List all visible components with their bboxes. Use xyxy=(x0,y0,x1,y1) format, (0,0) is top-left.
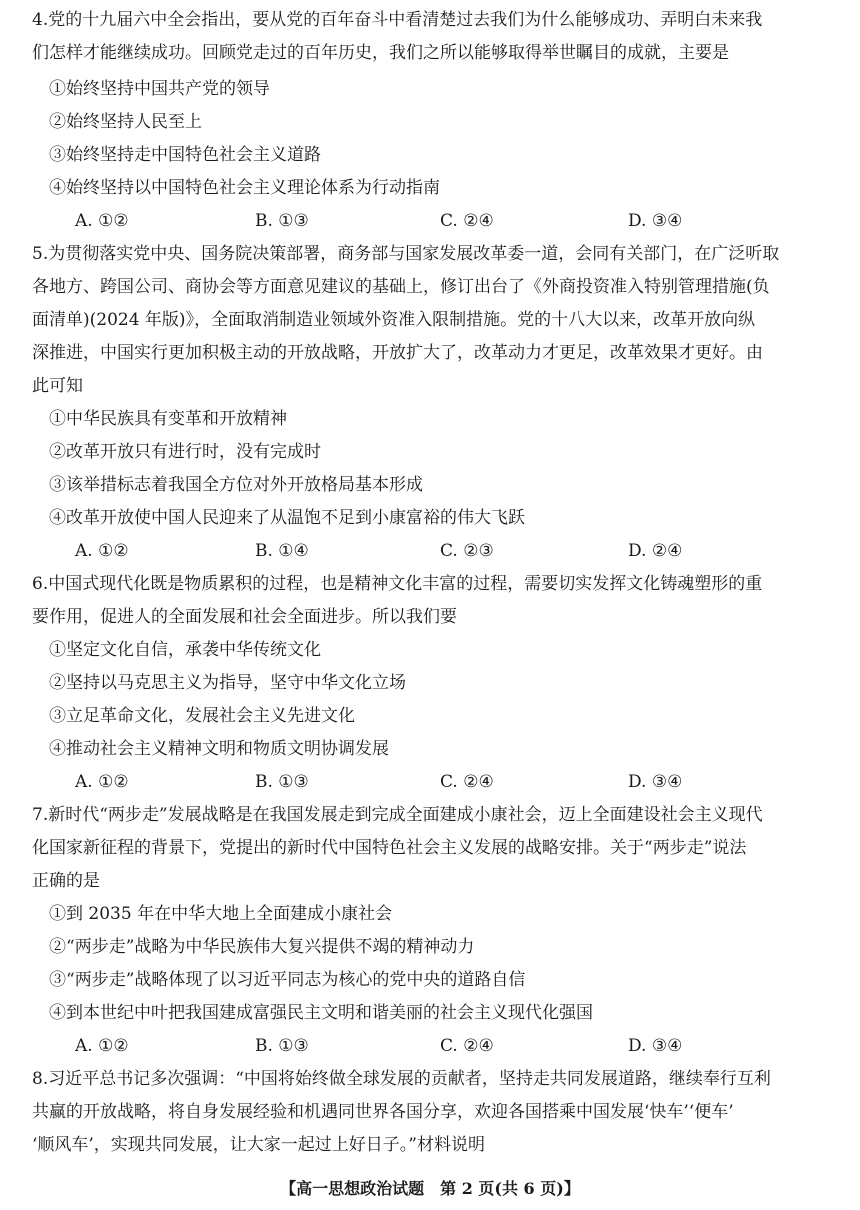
answer-choice: A. ①② xyxy=(75,541,129,561)
statement-option: ③该举措标志着我国全方位对外开放格局基本形成 xyxy=(49,475,423,495)
answer-choice: B. ①④ xyxy=(255,541,309,561)
answer-choices-row xyxy=(0,1034,860,1058)
answer-choice: C. ②④ xyxy=(440,211,494,231)
answer-choice: A. ①② xyxy=(75,211,129,231)
statement-option: ③立足革命文化，发展社会主义先进文化 xyxy=(49,706,355,726)
question-stem-line: 共赢的开放战略，将自身发展经验和机遇同世界各国分享，欢迎各国搭乘中国发展‘快车’‘便车’ xyxy=(32,1102,734,1122)
statement-option: ②改革开放只有进行时，没有完成时 xyxy=(49,442,321,462)
question-stem-line: 要作用，促进人的全面发展和社会全面进步。所以我们要 xyxy=(32,607,457,627)
answer-choice: B. ①③ xyxy=(255,1036,309,1056)
statement-option: ③始终坚持走中国特色社会主义道路 xyxy=(49,145,321,165)
answer-choice: A. ①② xyxy=(75,772,129,792)
question-stem-line: 面清单)(2024 年版)》，全面取消制造业领域外资准入限制措施。党的十八大以来，改革开放向纵 xyxy=(32,310,756,330)
answer-choice: B. ①③ xyxy=(255,772,309,792)
question-stem-line: 7.新时代“两步走”发展战略是在我国发展走到完成全面建成小康社会，迈上全面建设社会主义现代 xyxy=(32,805,763,825)
question-stem-line: 各地方、跨国公司、商协会等方面意见建议的基础上，修订出台了《外商投资准入特别管理措施(负 xyxy=(32,277,770,297)
statement-option: ④改革开放使中国人民迎来了从温饱不足到小康富裕的伟大飞跃 xyxy=(49,508,525,528)
statement-option: ②“两步走”战略为中华民族伟大复兴提供不竭的精神动力 xyxy=(49,937,475,957)
statement-option: ④始终坚持以中国特色社会主义理论体系为行动指南 xyxy=(49,178,440,198)
statement-option: ①到 2035 年在中华大地上全面建成小康社会 xyxy=(49,904,393,924)
question-stem-line: 8.习近平总书记多次强调：“中国将始终做全球发展的贡献者，坚持走共同发展道路，继续奉行互利 xyxy=(32,1069,771,1089)
answer-choice: B. ①③ xyxy=(255,211,309,231)
statement-option: ④推动社会主义精神文明和物质文明协调发展 xyxy=(49,739,389,759)
statement-option: ②坚持以马克思主义为指导，坚守中华文化立场 xyxy=(49,673,406,693)
question-stem-line: 正确的是 xyxy=(32,871,100,891)
question-stem-line: 深推进，中国实行更加积极主动的开放战略，开放扩大了，改革动力才更足，改革效果才更好。由 xyxy=(32,343,763,363)
answer-choice: A. ①② xyxy=(75,1036,129,1056)
statement-option: ①始终坚持中国共产党的领导 xyxy=(49,79,270,99)
answer-choice: C. ②④ xyxy=(440,772,494,792)
answer-choice: C. ②③ xyxy=(440,541,494,561)
answer-choices-row xyxy=(0,770,860,794)
question-stem-line: 5.为贯彻落实党中央、国务院决策部署，商务部与国家发展改革委一道，会同有关部门，在广泛听取 xyxy=(32,244,780,264)
answer-choice: C. ②④ xyxy=(440,1036,494,1056)
question-stem-line: ‘顺风车’，实现共同发展，让大家一起过上好日子。”材料说明 xyxy=(32,1135,485,1155)
page-footer: 【高一思想政治试题 第 2 页(共 6 页)】 xyxy=(280,1179,580,1198)
question-stem-line: 4.党的十九届六中全会指出，要从党的百年奋斗中看清楚过去我们为什么能够成功、弄明白未来我 xyxy=(32,10,763,30)
statement-option: ②始终坚持人民至上 xyxy=(49,112,202,132)
question-stem-line: 6.中国式现代化既是物质累积的过程，也是精神文化丰富的过程，需要切实发挥文化铸魂塑形的重 xyxy=(32,574,763,594)
question-stem-line: 们怎样才能继续成功。回顾党走过的百年历史，我们之所以能够取得举世瞩目的成就，主要是 xyxy=(32,43,729,63)
statement-option: ③“两步走”战略体现了以习近平同志为核心的党中央的道路自信 xyxy=(49,970,526,990)
statement-option: ①坚定文化自信，承袭中华传统文化 xyxy=(49,640,321,660)
question-stem-line: 化国家新征程的背景下，党提出的新时代中国特色社会主义发展的战略安排。关于“两步走”说法 xyxy=(32,838,747,858)
answer-choice: D. ③④ xyxy=(628,1036,683,1056)
statement-option: ①中华民族具有变革和开放精神 xyxy=(49,409,287,429)
answer-choice: D. ②④ xyxy=(628,541,683,561)
answer-choices-row xyxy=(0,209,860,233)
question-stem-line: 此可知 xyxy=(32,376,83,396)
statement-option: ④到本世纪中叶把我国建成富强民主文明和谐美丽的社会主义现代化强国 xyxy=(49,1003,593,1023)
answer-choice: D. ③④ xyxy=(628,211,683,231)
answer-choices-row xyxy=(0,539,860,563)
answer-choice: D. ③④ xyxy=(628,772,683,792)
